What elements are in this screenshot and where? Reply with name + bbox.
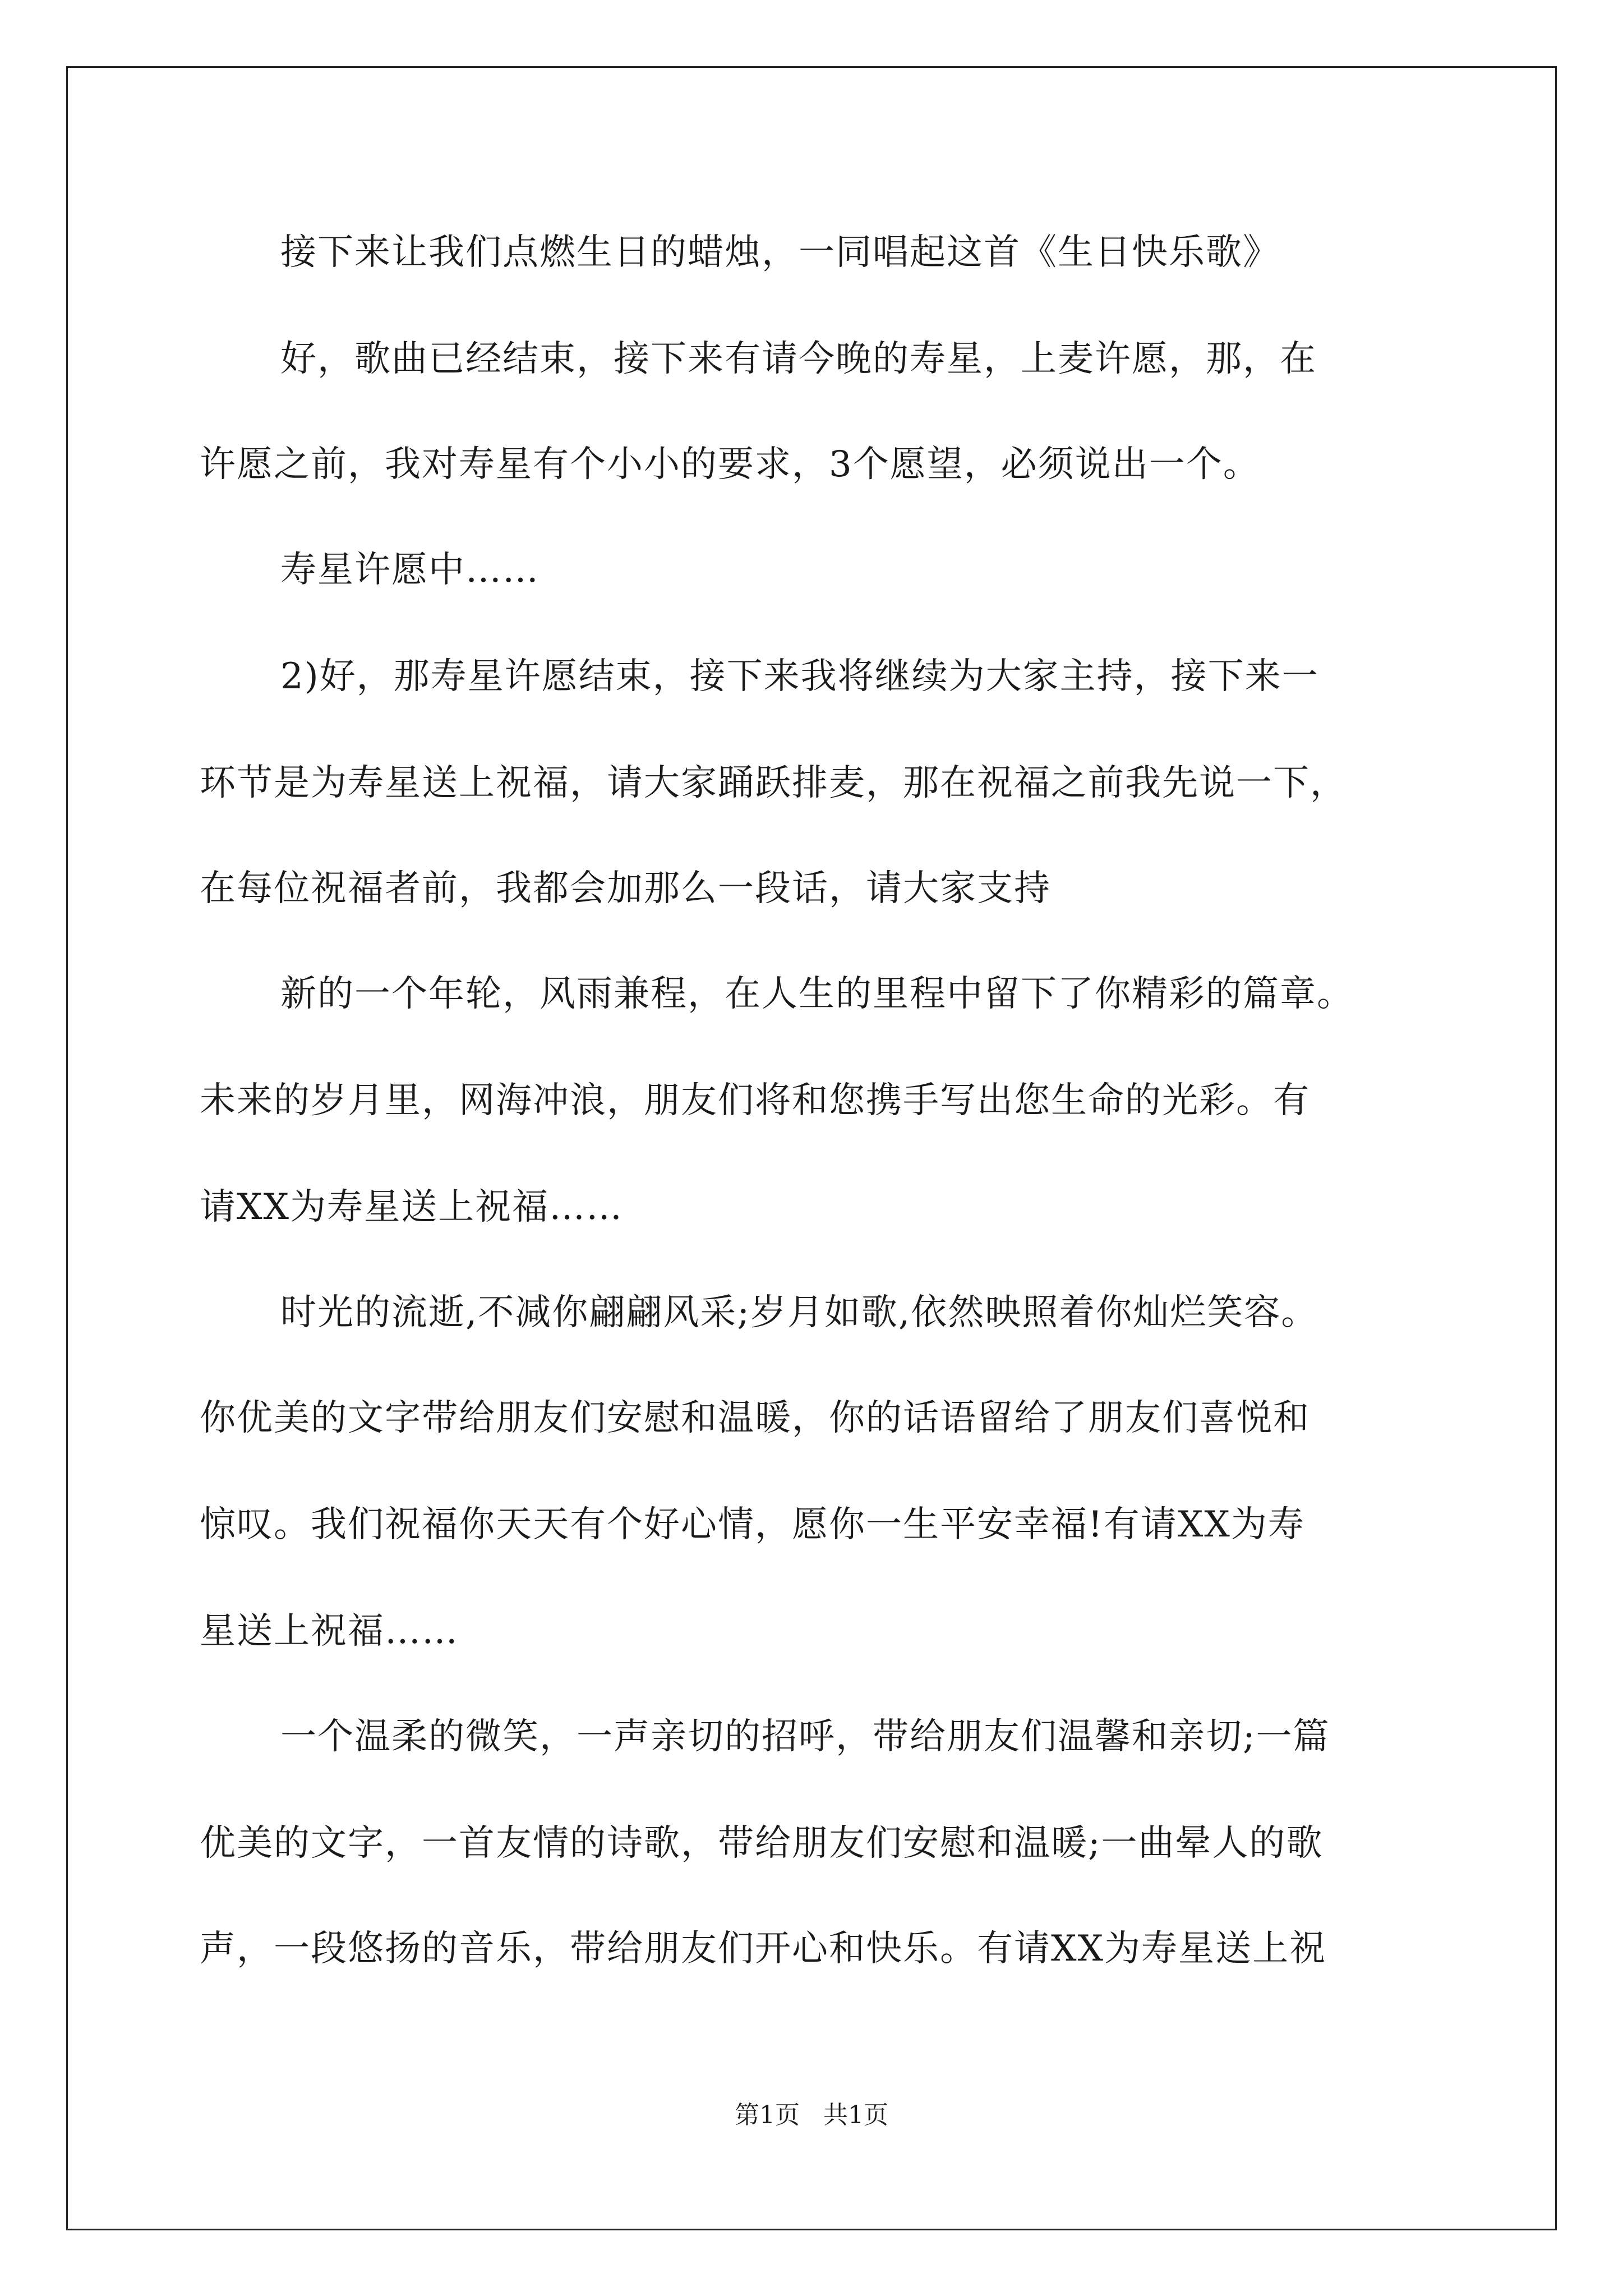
paragraph-7-line-3: 声，一段悠扬的音乐，带给朋友们开心和快乐。有请XX为寿星送上祝 xyxy=(200,1928,1327,1970)
paragraph-6-line-1: 时光的流逝,不减你翩翩风采;岁月如歌,依然映照着你灿烂笑容。 xyxy=(280,1292,1318,1333)
paragraph-5-line-2: 未来的岁月里，网海冲浪，朋友们将和您携手写出您生命的光彩。有 xyxy=(200,1080,1310,1121)
paragraph-4-line-1: 2)好，那寿星许愿结束，接下来我将继续为大家主持，接下来一 xyxy=(280,656,1319,697)
paragraph-4-line-3: 在每位祝福者前，我都会加那么一段话，请大家支持 xyxy=(200,868,1051,909)
paragraph-4-line-2: 环节是为寿星送上祝福，请大家踊跃排麦，那在祝福之前我先说一下， xyxy=(200,762,1347,804)
paragraph-7-line-1: 一个温柔的微笑，一声亲切的招呼，带给朋友们温馨和亲切;一篇 xyxy=(280,1716,1330,1757)
paragraph-6-line-3: 惊叹。我们祝福你天天有个好心情，愿你一生平安幸福!有请XX为寿 xyxy=(200,1504,1305,1545)
paragraph-6-line-4: 星送上祝福…… xyxy=(200,1611,459,1652)
paragraph-5-line-1: 新的一个年轮，风雨兼程，在人生的里程中留下了你精彩的篇章。 xyxy=(280,973,1354,1015)
page-footer: 第1页 共1页 xyxy=(735,2101,888,2129)
paragraph-3-line-1: 寿星许愿中…… xyxy=(280,549,540,591)
paragraph-2-line-2: 许愿之前，我对寿星有个小小的要求，3个愿望，必须说出一个。 xyxy=(200,444,1260,485)
paragraph-7-line-2: 优美的文字，一首友情的诗歌，带给朋友们安慰和温暖;一曲晕人的歌 xyxy=(200,1823,1324,1864)
page-border xyxy=(66,66,1557,2230)
paragraph-1-line-1: 接下来让我们点燃生日的蜡烛，一同唱起这首《生日快乐歌》 xyxy=(280,232,1280,273)
paragraph-5-line-3: 请XX为寿星送上祝福…… xyxy=(200,1186,624,1228)
paragraph-6-line-2: 你优美的文字带给朋友们安慰和温暖，你的话语留给了朋友们喜悦和 xyxy=(200,1397,1310,1439)
paragraph-2-line-1: 好，歌曲已经结束，接下来有请今晚的寿星，上麦许愿，那，在 xyxy=(280,338,1317,380)
